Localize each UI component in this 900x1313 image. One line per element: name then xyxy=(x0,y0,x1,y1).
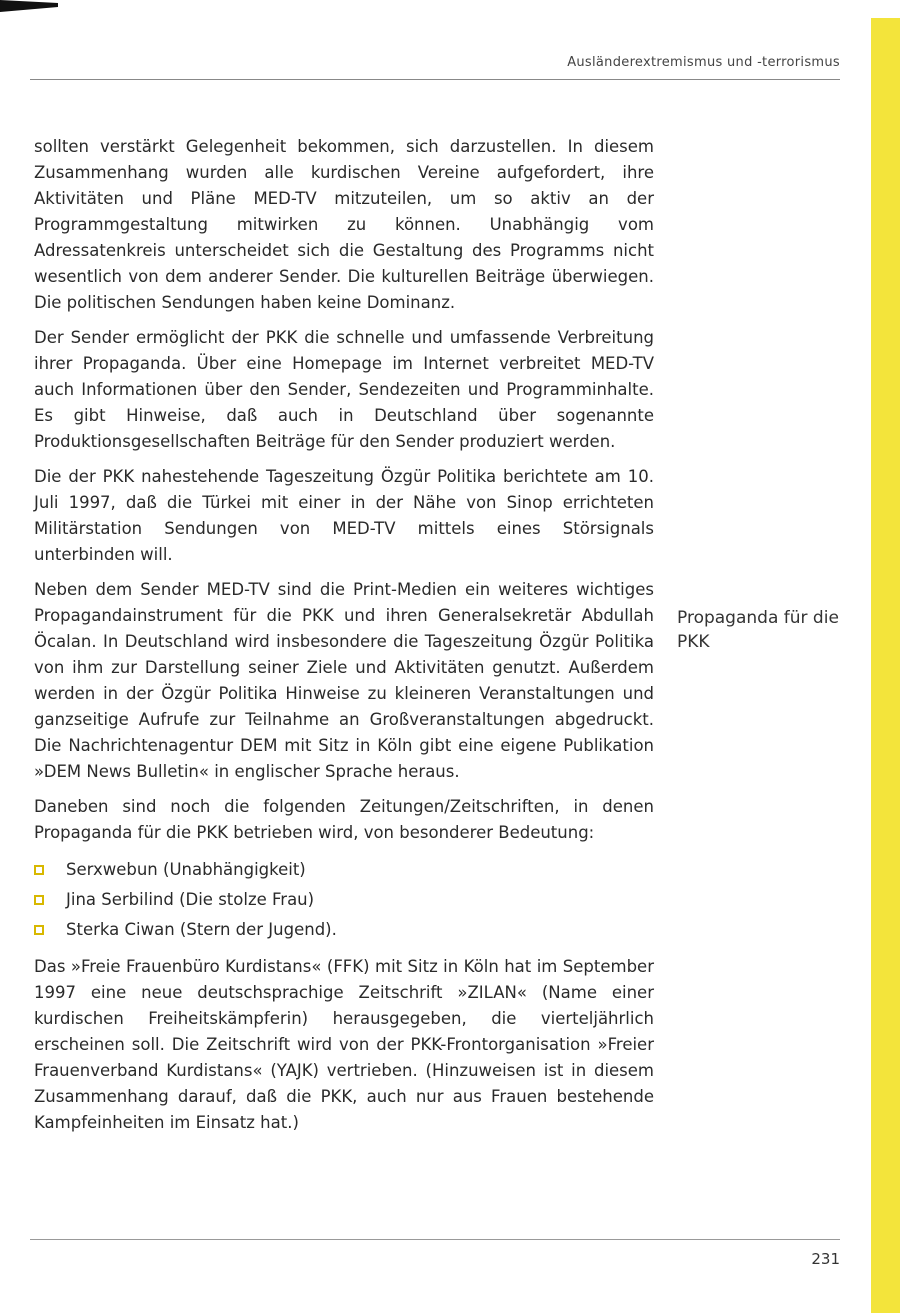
running-header: Ausländerextremismus und -terrorismus xyxy=(567,55,840,70)
margin-note: Propaganda für die PKK xyxy=(677,608,839,652)
paragraph: sollten verstärkt Gelegenheit bekommen, sich darzustellen. In diesem Zusammenhang wurden alle kurdischen Vereine aufgefordert, ihre Aktivitäten und Pläne MED-TV mitzuteilen, um so aktiv an der Programmgestaltung mitwirken zu können. Unabhängig vom Adressatenkreis unterscheidet sich die Gestaltung des Programms nicht wesentlich von dem anderer Sender. Die kulturellen Beiträge überwiegen. Die politischen Sendungen haben keine Dominanz. xyxy=(34,137,654,312)
publication-list xyxy=(34,855,654,945)
list-item-text: Serxwebun (Unabhängigkeit) xyxy=(66,860,306,879)
paragraph: Neben dem Sender MED-TV sind die Print-Medien ein weiteres wichtiges Propagandainstrument für die PKK und ihren Generalsekretär Abdullah Öcalan. In Deutschland wird insbesondere die Tageszeitung Özgür Politika von ihm zur Darstellung seiner Ziele und Aktivitäten genutzt. Außerdem werden in der Özgür Politika Hinweise zu kleineren Veranstaltungen und ganzseitige Aufrufe zur Teilnahme an Großveranstaltungen abgedruckt. Die Nachrichtenagentur DEM mit Sitz in Köln gibt eine eigene Publikation »DEM News Bulletin« in englischer Sprache heraus. xyxy=(34,580,654,781)
main-text-column xyxy=(34,134,654,1145)
checkbox-bullet-icon xyxy=(34,925,44,935)
list-item xyxy=(34,885,654,915)
page-number: 231 xyxy=(811,1250,840,1268)
checkbox-bullet-icon xyxy=(34,865,44,875)
footer-rule xyxy=(30,1239,840,1240)
paragraph: Der Sender ermöglicht der PKK die schnelle und umfassende Verbreitung ihrer Propaganda. Über eine Homepage im Internet verbreitet MED-TV auch Informationen über den Sender, Sendezeiten und Programminhalte. Es gibt Hinweise, daß auch in Deutschland über sogenannte Produktionsgesellschaften Beiträge für den Sender produziert werden. xyxy=(34,328,654,451)
list-item xyxy=(34,855,654,885)
list-item-text: Sterka Ciwan (Stern der Jugend). xyxy=(66,920,337,939)
paragraph: Die der PKK nahestehende Tageszeitung Özgür Politika berichtete am 10. Juli 1997, daß die Türkei mit einer in der Nähe von Sinop errichteten Militärstation Sendungen von MED-TV mittels eines Störsignals unterbinden will. xyxy=(34,467,654,564)
list-item xyxy=(34,915,654,945)
closing-paragraph: Das »Freie Frauenbüro Kurdistans« (FFK) mit Sitz in Köln hat im September 1997 eine neue deutschsprachige Zeitschrift »ZILAN« (Name einer kurdischen Freiheitskämpferin) herausgegeben, die vierteljährlich erscheinen soll. Die Zeitschrift wird von der PKK-Frontorganisation »Freier Frauenverband Kurdistans« (YAJK) vertrieben. (Hinzuweisen ist in diesem Zusammenhang darauf, daß die PKK, auch nur aus Frauen bestehende Kampfeinheiten im Einsatz hat.) xyxy=(34,957,654,1132)
paragraph: Daneben sind noch die folgenden Zeitungen/Zeitschriften, in denen Propaganda für die PKK betrieben wird, von besonderer Bedeutung: xyxy=(34,797,654,842)
corner-crop-mark xyxy=(0,0,60,20)
list-item-text: Jina Serbilind (Die stolze Frau) xyxy=(66,890,315,909)
yellow-margin-bar xyxy=(871,18,900,1313)
checkbox-bullet-icon xyxy=(34,895,44,905)
header-rule xyxy=(30,79,840,80)
